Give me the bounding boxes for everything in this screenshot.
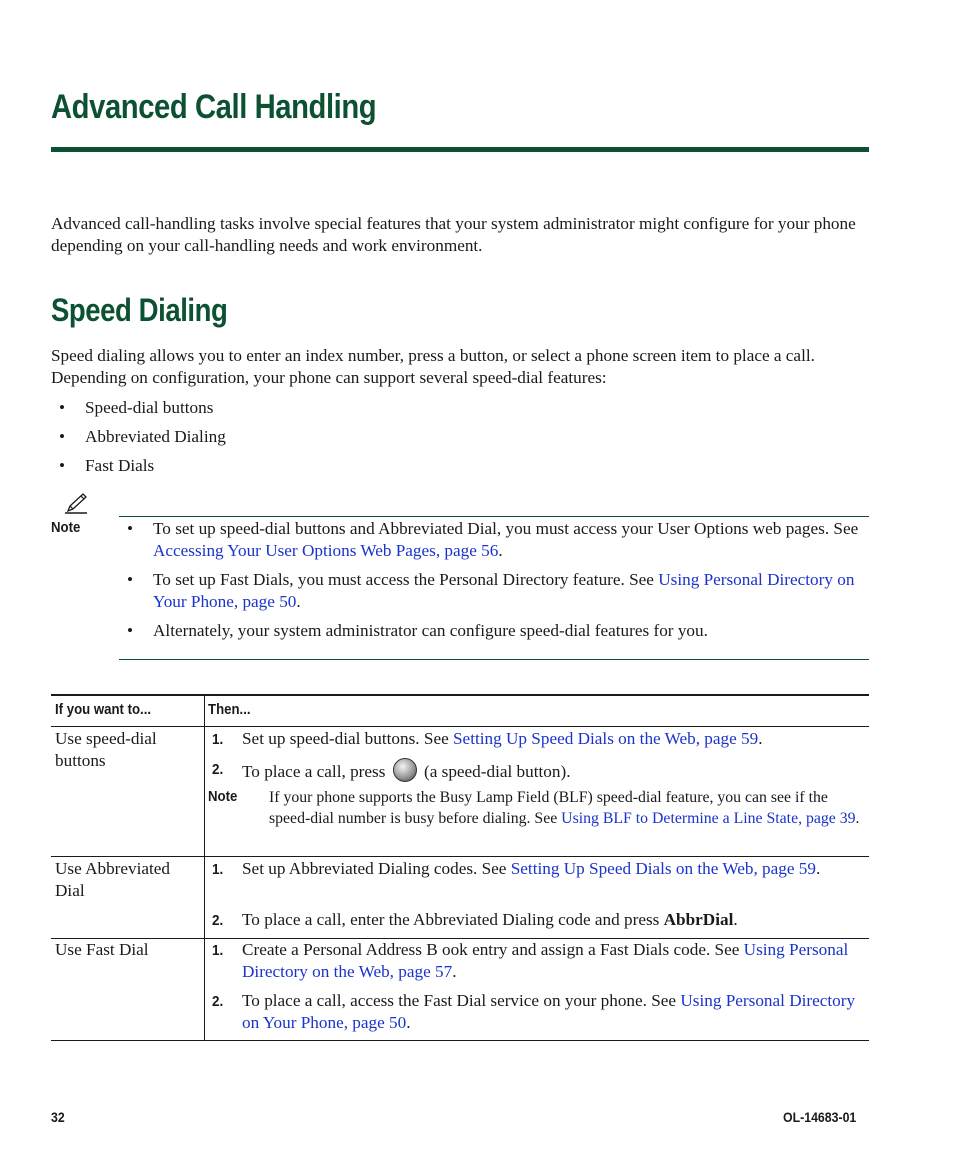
note-bottom-rule [119,659,869,660]
table-bottom-rule [51,1040,869,1041]
table-header-rule [51,726,869,727]
table-step: 1. Set up Abbreviated Dialing codes. See Setting Up Speed Dials on the Web, page 59. [212,859,821,878]
note-item: • To set up Fast Dials, you must access the Personal Directory feature. See Using Personal Directory on Your Phone, page 50. [127,570,855,611]
table-step: 1. Set up speed-dial buttons. See Setting Up Speed Dials on the Web, page 59. [212,729,763,748]
note-label: Note [51,519,81,536]
table-step: 2. To place a call, access the Fast Dial service on your phone. See Using Personal Directory on Your Phone, page 50. [212,991,856,1032]
table-link[interactable]: Setting Up Speed Dials on the Web, page 59 [453,729,759,748]
table-header-task: If you want to... [55,701,152,718]
note-item: • Alternately, your system administrator can configure speed-dial features for you. [127,621,708,640]
table-row-task: Use Fast Dial [55,940,149,959]
table-link[interactable]: Using Personal Directory on the Web, page 57 [242,940,849,981]
table-column-divider [204,694,205,1041]
table-link[interactable]: Using Personal Directory on Your Phone, page 50 [242,991,856,1032]
pencil-icon [63,493,89,515]
table-link[interactable]: Using BLF to Determine a Line State, page 39 [561,810,856,827]
document-id: OL-14683-01 [783,1109,857,1125]
table-row-task: Use speed-dial buttons [55,729,157,770]
table-note-text: If your phone supports the Busy Lamp Field (BLF) speed-dial feature, you can see if the speed-dial number is busy before dialing. See Using BLF to Determine a Line State, page 39. [269,789,860,827]
intro-paragraph: Advanced call-handling tasks involve special features that your system administrator might configure for your phone depending on your call-handling needs and work environment. [51,214,856,255]
note-item: • To set up speed-dial buttons and Abbreviated Dial, you must access your User Options web pages. See Accessing Your User Options Web Pages, page 56. [127,519,859,560]
page-number: 32 [51,1109,65,1125]
title-rule [51,147,869,152]
section-paragraph: Speed dialing allows you to enter an index number, press a button, or select a phone screen item to place a call. Depending on configuration, your phone can support several speed-dial features: [51,346,815,387]
table-step: 1. Create a Personal Address B ook entry and assign a Fast Dials code. See Using Personal Directory on the Web, page 57. [212,940,849,981]
speed-dial-button-icon [393,758,417,782]
table-row-task: Use Abbreviated Dial [55,859,171,900]
table-note-label: Note [208,788,238,805]
softkey-label: AbbrDial [663,910,734,929]
section-title: Speed Dialing [51,292,228,328]
table-row-rule [51,856,869,857]
table-step: 2. To place a call, enter the Abbreviated Dialing code and press AbbrDial. [212,910,738,929]
note-top-rule [119,516,869,517]
table-top-rule [51,694,869,696]
note-link[interactable]: Accessing Your User Options Web Pages, page 56 [153,541,499,560]
note-link[interactable]: Using Personal Directory on Your Phone, page 50 [153,570,855,611]
table-step: 2. To place a call, press (a speed-dial button). [208,758,868,782]
page-title: Advanced Call Handling [51,88,377,126]
table-link[interactable]: Setting Up Speed Dials on the Web, page 59 [510,859,816,878]
table-header-then: Then... [208,701,251,718]
